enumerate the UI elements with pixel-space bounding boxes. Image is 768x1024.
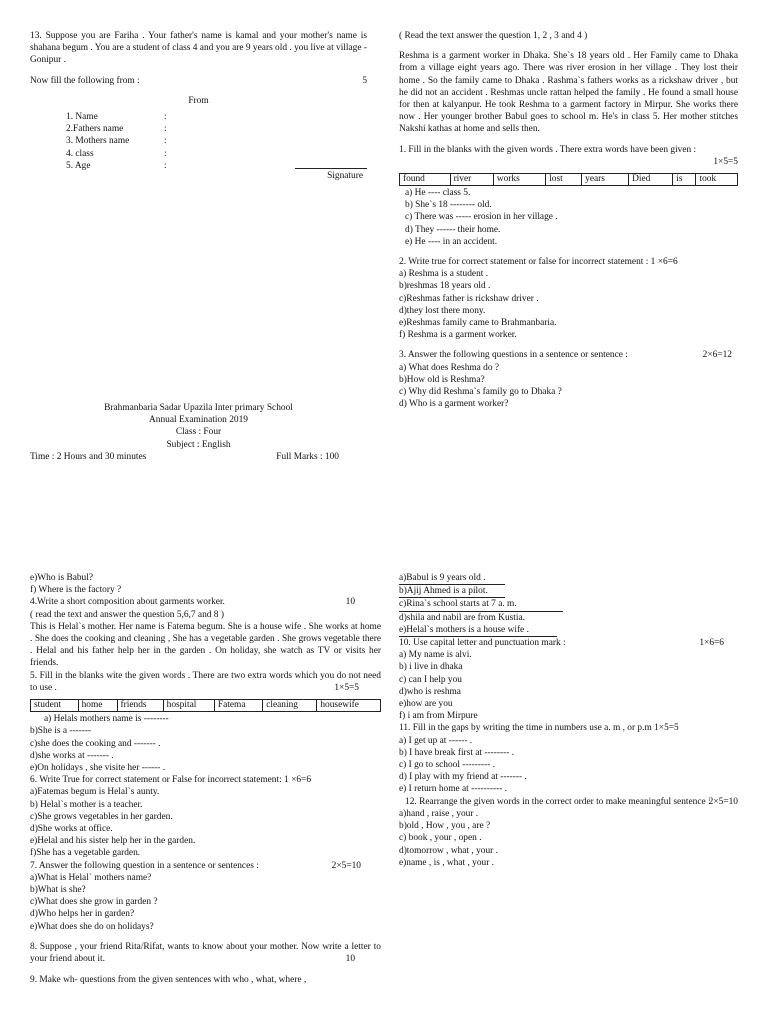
q9-item: a)Babul is 9 years old . [399,572,738,585]
subject-name: Subject : English [166,439,231,450]
q9-heading: 9. Make wh- questions from the given sentences with who , what, where , [30,974,307,985]
q7-heading: 7. Answer the following question in a sentence or sentences : 2×5=10 [30,860,361,871]
q10-item: e)how are you [399,699,453,710]
q11-item: c) I go to school --------- . [399,760,496,771]
q6-item: b) Helal`s mother is a teacher. [30,799,143,810]
q9-item: c)Rina`s school starts at 7 a. m. [399,598,738,611]
word-cell: friends [117,700,163,712]
word-cell: hospital [163,700,214,712]
q13-intro: 13. Suppose you are Fariha . Your father's name is kamal and your mother's name is shahana begum . You are a student of class 4 and you are 9 years old . you live at village - Gonipur . [30,31,367,66]
class-name: Class : Four [175,427,222,438]
q11-item: e) I return home at ---------- . [399,784,508,795]
q5-marks-line: 1×5=5 [334,683,359,694]
q3-item: b)How old is Reshma? [399,374,485,385]
q12-item: d)tomorrow , what , your . [399,845,498,856]
word-cell: housewife [317,700,381,712]
q1-item: c) There was ----- erosion in her village . [405,212,558,223]
time-marks-line [30,451,367,463]
word-cell: years [582,174,629,186]
fill-form-line [30,75,367,87]
q1-heading: 1. Fill in the blanks with the given words . There extra words have been given : [399,144,697,155]
q10-item: f) i am from Mirpure [399,711,478,722]
q6-item: f)She has a vegetable garden. [30,848,141,859]
q7-item: d)Who helps her in garden? [30,909,135,920]
q10-item: b) i live in dhaka [399,662,463,673]
fill-form-text: Now fill the following from : [30,75,140,86]
exam-time: Time : 2 Hours and 30 minutes [30,451,147,462]
top-right-quadrant [399,30,738,520]
passage-helal: This is Helal`s mother. Her name is Fatema begum. She is a house wife . She works at home . She does the cooking and cleaning , She has a vegetable garden . She grows vegetable there . Helal and his father help her in the garden . On holiday, she watch as TV or visits her friends. [30,621,381,669]
q5-heading: 5. Fill in the blanks wite the given words . There are two extra words which you do not need to use . [30,670,381,693]
q10-item: a) My name is alvi. [399,650,472,661]
q3-item: c) Why did Reshma`s family go to Dhaka ? [399,387,562,398]
q9-item: e)Helal`s mothers is a house wife . [399,624,738,637]
passage-reshma: Reshma is a garment worker in Dhaka. She`s 18 years old . Her Family came to Dhaka from a village eight years ago. There was river erosion in her village . They lost their home . So the family came to Dhaka . Rashma`s fathers works as a rickshaw driver , but he did not an accident . Reshmas uncle rattan helped the family . He found a small house for then at kalyanpur. He took Reshma to a garment factory in Mirpur. She works there now . Her younger brother Babul goes to school m. He's in class 5. Her mother stitches Nakshi kathas at home and sells then. [399,51,738,135]
q11-item: d) I play with my friend at ------- . [399,772,527,783]
q11-item: b) I have break first at -------- . [399,747,515,758]
q1-item: d) They ------ their home. [405,224,501,235]
form-field: 5. Age : [66,160,167,171]
q6-item: d)She works at office. [30,824,113,835]
q2-item: c)Reshmas father is rickshaw driver . [399,293,539,304]
q1-item: b) She`s 18 -------- old. [405,200,492,211]
q5-item: b)She is a ------- [30,726,92,737]
q5-item: d)she works at ------- . [30,750,114,761]
q6-heading: 6. Write True for correct statement or False for incorrect statement: 1 ×6=6 [30,775,312,786]
signature-line [295,168,367,169]
q3-heading: 3. Answer the following questions in a sentence or sentence : 2×6=12 [399,350,732,361]
q7-item: b)What is she? [30,885,86,896]
q12-item: c) book , your , open . [399,833,482,844]
form-field: 2.Fathers name : [66,124,167,135]
full-marks: Full Marks : 100 [276,451,339,462]
bottom-right-quadrant [399,572,738,1024]
word-cell: works [493,174,545,186]
q5-item: a) Helals mothers name is -------- [44,714,169,725]
passage-instruction: ( Read the text answer the question 1, 2 , 3 and 4 ) [399,31,588,41]
form-field: 4. class : [66,148,167,159]
q5-word-bank [30,699,381,712]
top-left-quadrant [30,30,367,520]
q3-item: e)Who is Babul? [30,573,94,583]
signature-label: Signature [327,171,363,182]
q10-item: c) can I help you [399,674,462,685]
word-cell: took [696,174,738,186]
q1-item: e) He ---- in an accident. [405,236,498,247]
q2-item: d)they lost there mony. [399,305,486,316]
signature-block [30,168,367,194]
word-cell: found [400,174,451,186]
bottom-left-quadrant [30,572,381,1024]
word-cell: Died [629,174,673,186]
q2-item: e)Reshmas family came to Brahmanbaria. [399,318,557,329]
q9-item: b)Ajij Ahmed is a pilot. [399,585,738,598]
q6-item: c)She grows vegetables in her garden. [30,811,173,822]
q7-item: a)What is Helal` mothers name? [30,872,152,883]
q2-heading: 2. Write true for correct statement or false for incorrect statement : 1 ×6=6 [399,257,678,268]
q5-item: e)On holidays , she visite her ------ . [30,763,166,774]
q12-item: a)hand , raise , your . [399,809,479,820]
word-cell: cleaning [263,700,317,712]
q3-item: a) What does Reshma do ? [399,362,500,373]
q3-item: d) Who is a garment worker? [399,399,509,410]
word-cell: river [450,174,493,186]
q12-marks-line: 2×5=10 [708,796,738,807]
passage-instruction: ( read the text and answer the question 5,6,7 and 8 ) [30,609,224,620]
q1-word-bank [399,173,738,186]
q10-heading: 10. Use capital letter and punctuation mark : 1×6=6 [399,638,724,649]
q4-heading: 4.Write a short composition about garments worker. 10 [30,597,355,608]
q9-item: d)shila and nabil are from Kustia. [399,612,526,623]
q12-item: e)name , is , what , your . [399,857,495,868]
q7-item: c)What does she grow in garden ? [30,897,158,908]
q10-item: d)who is reshma [399,686,461,697]
word-cell: is [673,174,696,186]
word-cell: Fatema [214,700,262,712]
exam-name: Annual Examination 2019 [149,415,248,426]
form-field: 1. Name : [66,112,167,123]
word-cell: home [78,700,117,712]
word-cell: student [31,700,79,712]
word-cell: lost [546,174,582,186]
q8-heading: 8. Suppose , your friend Rita/Rifat, wants to know about your mother. Now write a letter to your friend about it. [30,941,381,965]
q2-item: f) Reshma is a garment worker. [399,330,517,341]
school-name: Brahmanbaria Sadar Upazila Inter primary School [104,403,293,414]
q1-marks-line: 1×5=5 [713,156,738,167]
q7-item: e)What does she do on holidays? [30,921,154,932]
form-field: 3. Mothers name : [66,136,167,147]
q8-marks-line: 10 [345,954,355,965]
q11-heading: 11. Fill in the gaps by writing the time in numbers use a. m , or p.m 1×5=5 [399,723,679,734]
q2-item: a) Reshma is a student . [399,269,489,280]
q6-item: e)Helal and his sister help her in the garden. [30,836,196,847]
q12-heading: 12. Rearrange the given words in the correct order to make meaningful sentence : [405,796,711,807]
q5-item: c)she does the cooking and ------- . [30,738,161,749]
form-title: From [188,95,209,106]
q11-item: a) I get up at ------ . [399,735,473,746]
fill-form-marks: 5 [362,75,367,86]
q1-item: a) He ---- class 5. [405,188,471,199]
q2-item: b)reshmas 18 years old . [399,281,491,292]
q3-item: f) Where is the factory ? [30,585,122,596]
q12-item: b)old , How , you , are ? [399,821,491,832]
q6-item: a)Fatemas begum is Helal`s aunty. [30,787,160,798]
